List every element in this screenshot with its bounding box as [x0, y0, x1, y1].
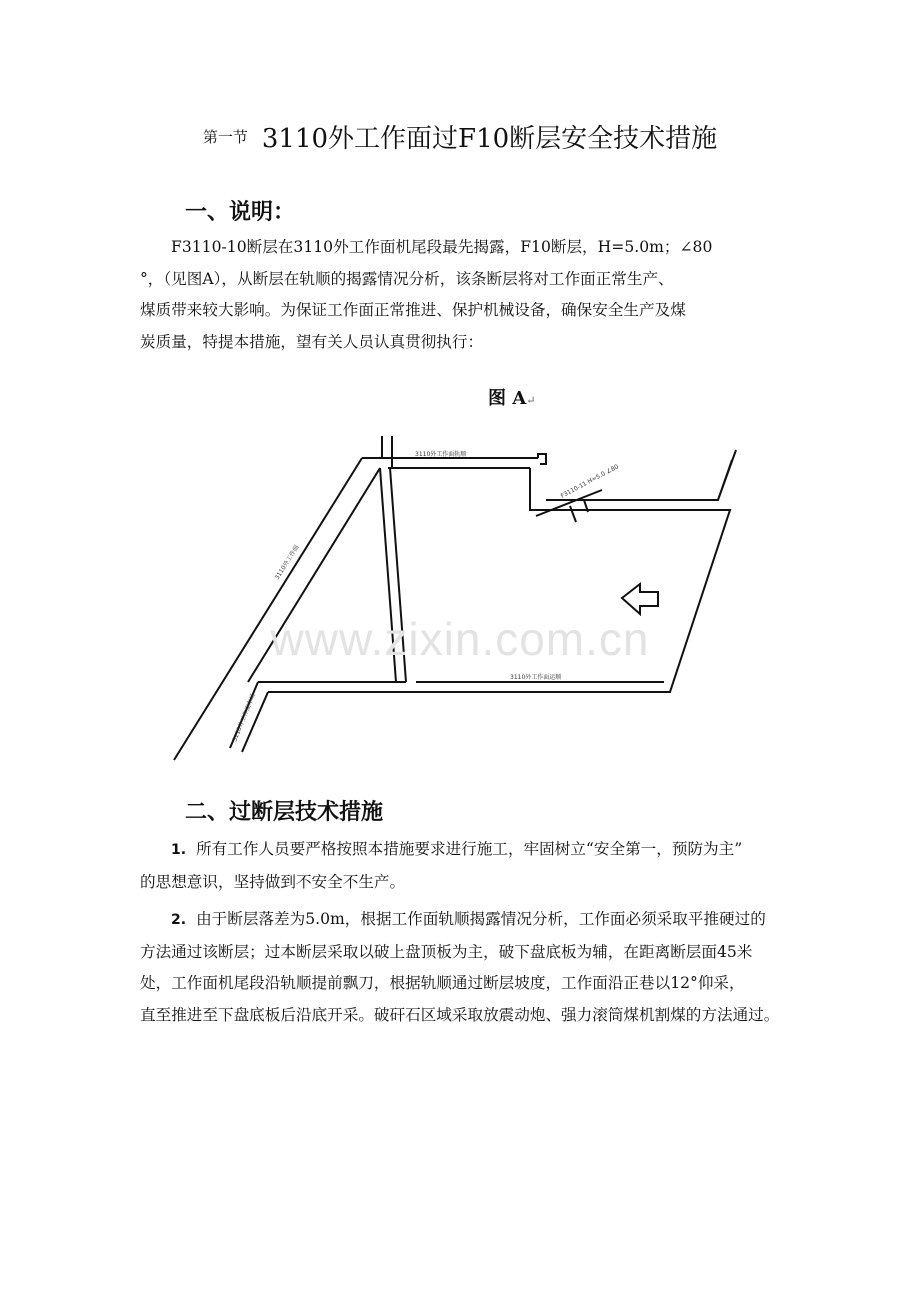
notch-top [538, 454, 546, 464]
paragraph-line [140, 834, 785, 867]
paragraph-line: 处，工作面机尾段沿轨顺提前飘刀，根据轨顺通过断层坡度，工作面沿正巷以12°仰采， [140, 974, 745, 992]
label-bottom-roadway: 3110外工作面运顺 [510, 674, 562, 681]
title-main: 3110外工作面过F10断层安全技术措施 [261, 124, 718, 154]
item-text: 所有工作人员要严格按照本措施要求进行施工，牢固树立“安全第一，预防为主” [196, 840, 743, 858]
label-left-upper: 3110外工作面 [273, 544, 301, 582]
section1-paragraph [140, 232, 785, 358]
paragraph-line: 煤质带来较大影响。为保证工作面正常推进、保护机械设备，确保安全生产及煤 [140, 301, 686, 319]
figure-caption [488, 384, 535, 410]
section2-heading: 二、过断层技术措施 [185, 800, 384, 825]
paragraph-line: 方法通过该断层；过本断层采取以破上盘顶板为主，破下盘底板为辅，在距离断层面45米 [140, 942, 753, 961]
mine-layout-diagram [170, 430, 750, 765]
section2-item-1 [140, 834, 785, 898]
watermark: www.zixin.com.cn [270, 613, 650, 665]
paragraph-line: F3110-10断层在3110外工作面机尾段最先揭露，F10断层，H=5.0m；∠80 [171, 238, 713, 256]
paragraph-line [140, 904, 785, 937]
paragraph-line: 炭质量，特提本措施，望有关人员认真贯彻执行： [140, 332, 484, 351]
label-top-roadway: 3110外工作面轨顺 [415, 451, 467, 458]
title-prefix: 第一节 [202, 128, 248, 146]
advance-direction-arrow [622, 584, 658, 614]
section1-heading: 一、说明： [185, 200, 296, 225]
document-title [0, 118, 920, 155]
item-number: 1. [171, 842, 187, 858]
notch-left [530, 468, 546, 510]
section2-item-2 [140, 904, 785, 1031]
paragraph-line: 的思想意识，坚持做到不安全不生产。 [140, 872, 406, 891]
left-diagonal-outer-line [174, 458, 362, 760]
vertical-roadway-top-stub [382, 436, 392, 468]
paragraph-line: 直至推进至下盘底板后沿底开采。破矸石区域采取放震动炮、强力滚筒煤机割煤的方法通过。 [140, 1005, 780, 1024]
paragraph-line: °，（见图A），从断层在轨顺的揭露情况分析，该条断层将对工作面正常生产、 [140, 269, 674, 288]
figure-caption-text: 图 A [488, 388, 527, 409]
label-fault: F3110-11 H=5.0 ∠80 [559, 463, 620, 500]
figure-caption-mark: ↵ [526, 394, 536, 407]
item-text: 由于断层落差为5.0m，根据工作面轨顺揭露情况分析，工作面必须采取平推硬过的 [196, 910, 766, 928]
item-number: 2. [171, 912, 187, 928]
label-left-lower: 3110外工作面车场 [231, 692, 258, 743]
